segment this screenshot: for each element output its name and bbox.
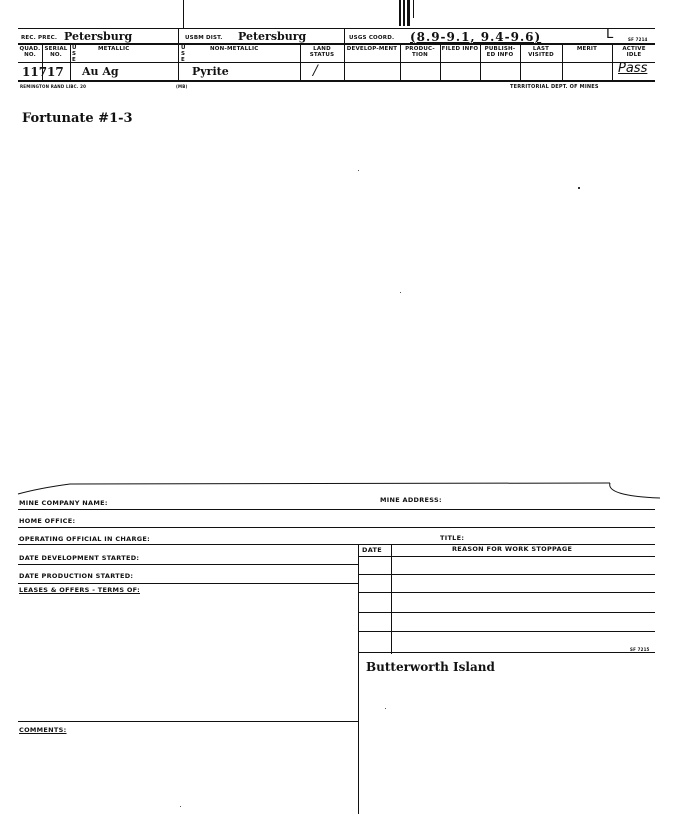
comments-label: COMMENTS: — [19, 726, 67, 734]
footer-left-code: (MB) — [176, 84, 188, 89]
land-status-value: / — [313, 63, 318, 79]
published-info-header: PUBLISH-ED INFO — [484, 46, 516, 58]
scan-speck — [578, 187, 580, 189]
serial-no-header: SERIAL NO. — [44, 46, 68, 58]
form-number-bottom: SF 7215 — [630, 647, 650, 652]
usbm-dist-value: Petersburg — [238, 30, 307, 43]
date-col-header: DATE — [362, 546, 382, 554]
bottom-rule — [18, 80, 655, 82]
non-metallic-header: NON-METALLIC — [210, 46, 259, 52]
serial-no-value: 17 — [47, 65, 64, 79]
footer-right: TERRITORIAL DEPT. OF MINES — [510, 84, 599, 90]
usbm-dist-label: USBM DIST. — [185, 35, 223, 41]
development-header: DEVELOP-MENT — [346, 46, 398, 52]
metallic-value: Au Ag — [82, 65, 119, 78]
scan-speck — [358, 170, 359, 171]
home-office-label: HOME OFFICE: — [19, 517, 76, 525]
quad-no-value: 117 — [22, 65, 48, 79]
scan-speck — [385, 708, 386, 709]
land-status-header: LAND STATUS — [309, 46, 335, 58]
date-development-label: DATE DEVELOPMENT STARTED: — [19, 554, 140, 562]
form-number-top: SF 7214 — [628, 37, 648, 42]
usgs-coord-label: USGS COORD. — [349, 35, 395, 41]
non-metallic-value: Pyrite — [192, 65, 229, 78]
scan-speck — [180, 806, 181, 807]
quad-no-header: QUAD. NO. — [19, 46, 41, 58]
leases-label: LEASES & OFFERS - TERMS OF: — [19, 586, 140, 594]
operating-official-label: OPERATING OFFICIAL IN CHARGE: — [19, 535, 151, 543]
location-note: Butterworth Island — [366, 660, 495, 674]
rec-prec-label: REC. PREC. — [21, 35, 58, 41]
active-idle-header: ACTIVE IDLE — [622, 46, 646, 58]
index-tab-bars — [399, 0, 425, 26]
values-rule — [18, 62, 655, 63]
mine-address-label: MINE ADDRESS: — [380, 496, 442, 504]
rec-prec-value: Petersburg — [64, 30, 133, 43]
date-production-label: DATE PRODUCTION STARTED: — [19, 572, 134, 580]
metallic-header: METALLIC — [98, 46, 130, 52]
header-rule — [18, 43, 655, 45]
top-stub-line — [183, 0, 184, 28]
last-visited-header: LAST VISITED — [528, 46, 554, 58]
usgs-coord-value: (8.9-9.1, 9.4-9.6) — [410, 30, 542, 44]
filed-info-header: FILED INFO — [441, 46, 479, 52]
center-divider — [358, 544, 359, 814]
mine-company-name-label: MINE COMPANY NAME: — [19, 499, 108, 507]
merit-header: MERIT — [576, 46, 598, 52]
scan-speck — [400, 292, 401, 293]
use-letters-metallic: U S E — [72, 45, 77, 63]
top-rule — [18, 28, 655, 29]
production-header: PRODUC-TION — [405, 46, 435, 58]
title-label: TITLE: — [440, 534, 465, 542]
corner-mark: L — [606, 27, 614, 42]
mine-name: Fortunate #1-3 — [22, 111, 133, 126]
use-letters-nonmetallic: U S E — [181, 45, 186, 63]
active-idle-value: Pass — [618, 61, 648, 76]
footer-left: REMINGTON RAND LIBC. 20 — [20, 84, 87, 89]
reason-col-header: REASON FOR WORK STOPPAGE — [452, 545, 573, 553]
